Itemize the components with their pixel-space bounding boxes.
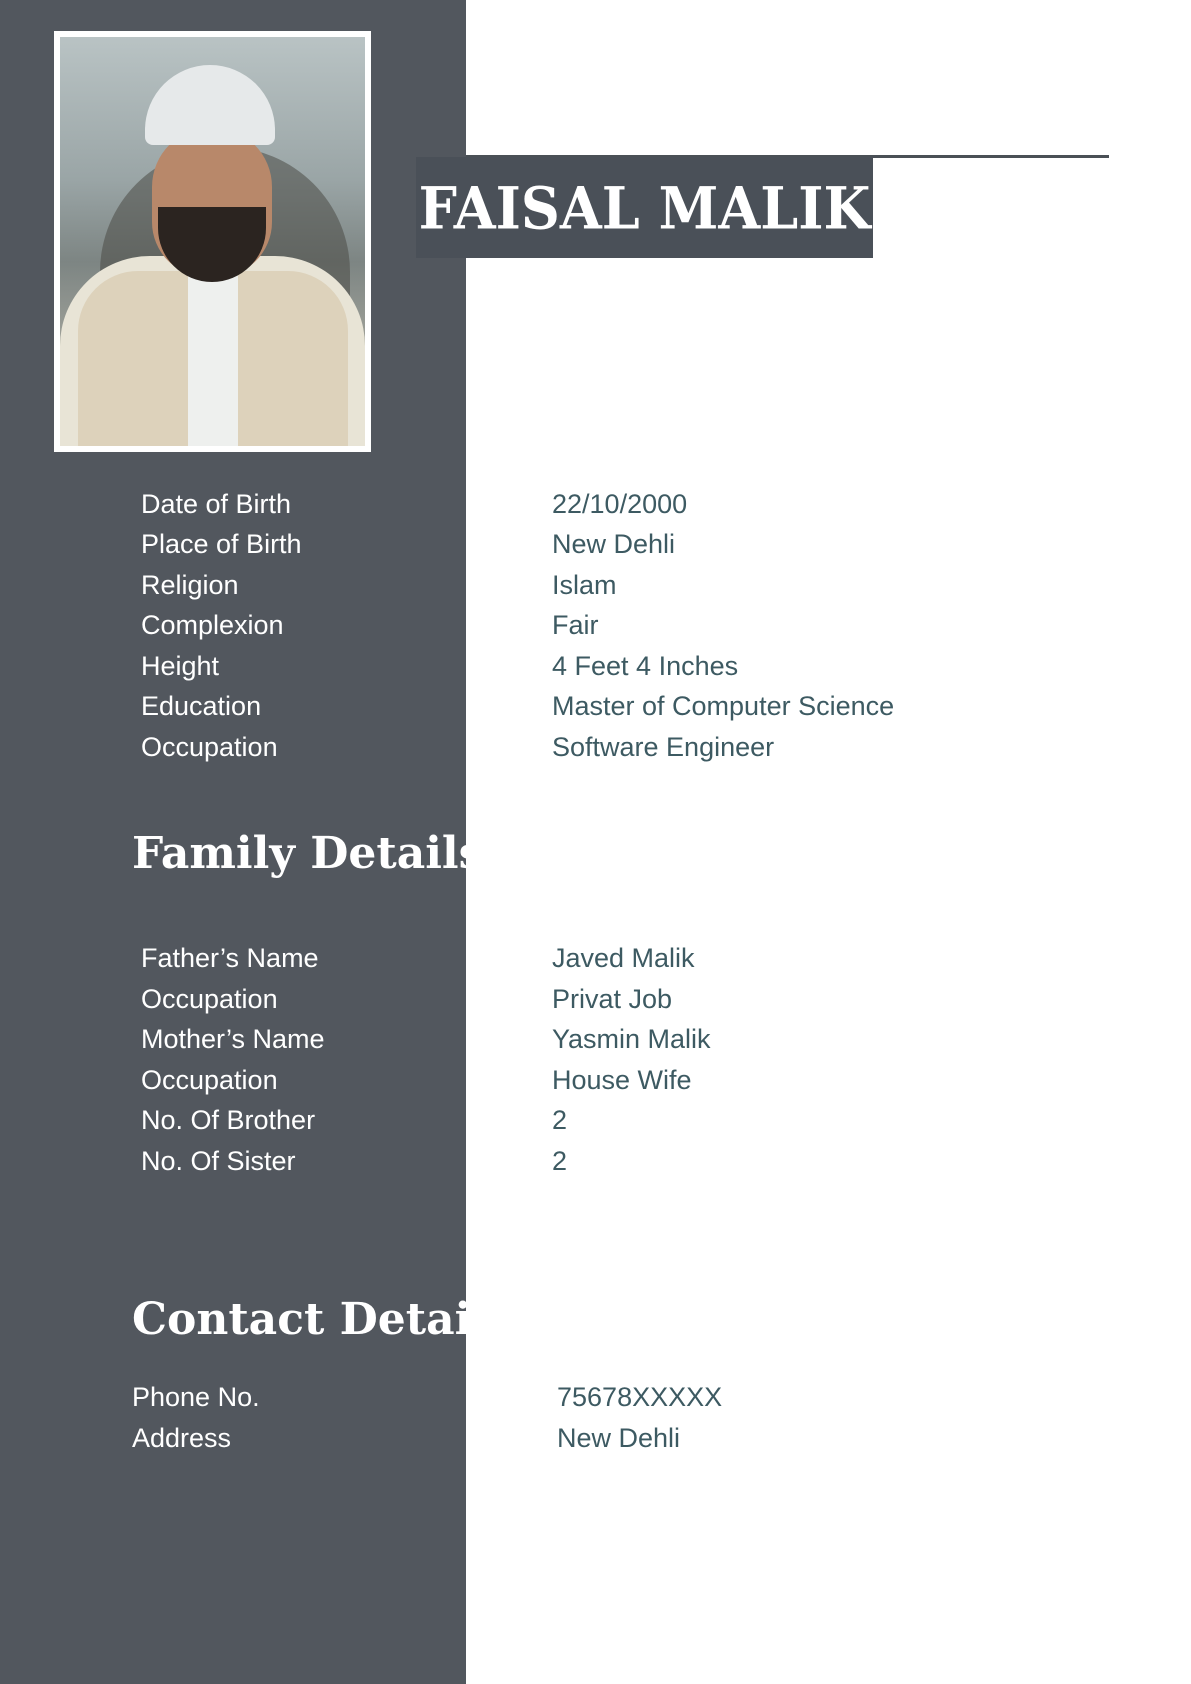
detail-row: [0, 732, 1191, 772]
family-label: No. Of Brother: [141, 1105, 316, 1135]
detail-row: [0, 610, 1191, 650]
family-row: [0, 1065, 1191, 1105]
name-banner: [416, 157, 873, 258]
family-value: 2: [552, 1146, 568, 1176]
family-label: Mother’s Name: [141, 1024, 325, 1054]
page-title: FAISAL MALIK: [418, 172, 871, 243]
family-row: [0, 984, 1191, 1024]
detail-label: Date of Birth: [141, 489, 292, 519]
family-row: [0, 1146, 1191, 1186]
contact-details-heading: Contact Details: [132, 1294, 513, 1345]
detail-value: 4 Feet 4 Inches: [552, 651, 739, 681]
contact-row: [0, 1423, 1191, 1463]
profile-photo-frame: [54, 31, 371, 452]
family-label: Father’s Name: [141, 943, 319, 973]
family-value: House Wife: [552, 1065, 692, 1095]
family-label: Occupation: [141, 984, 278, 1014]
family-row: [0, 1024, 1191, 1064]
detail-row: [0, 489, 1191, 529]
detail-value: New Dehli: [552, 529, 676, 559]
family-value: Privat Job: [552, 984, 673, 1014]
contact-label: Phone No.: [132, 1382, 260, 1412]
detail-label: Complexion: [141, 610, 284, 640]
contact-label: Address: [132, 1423, 232, 1453]
detail-label: Place of Birth: [141, 529, 302, 559]
profile-photo: [60, 37, 365, 446]
detail-value: Fair: [552, 610, 599, 640]
detail-value: Islam: [552, 570, 617, 600]
detail-row: [0, 570, 1191, 610]
family-label: Occupation: [141, 1065, 278, 1095]
family-value: Yasmin Malik: [552, 1024, 711, 1054]
family-value: 2: [552, 1105, 568, 1135]
family-row: [0, 1105, 1191, 1145]
family-details-heading: Family Details: [132, 828, 484, 879]
contact-value: New Dehli: [557, 1423, 681, 1453]
contact-row: [0, 1382, 1191, 1422]
family-row: [0, 943, 1191, 983]
detail-row: [0, 529, 1191, 569]
detail-value: 22/10/2000: [552, 489, 688, 519]
detail-value: Master of Computer Science: [552, 691, 895, 721]
detail-row: [0, 651, 1191, 691]
detail-label: Religion: [141, 570, 239, 600]
detail-label: Education: [141, 691, 262, 721]
family-label: No. Of Sister: [141, 1146, 296, 1176]
detail-label: Occupation: [141, 732, 278, 762]
family-value: Javed Malik: [552, 943, 695, 973]
contact-value: 75678XXXXX: [557, 1382, 723, 1412]
detail-label: Height: [141, 651, 220, 681]
detail-value: Software Engineer: [552, 732, 775, 762]
detail-row: [0, 691, 1191, 731]
